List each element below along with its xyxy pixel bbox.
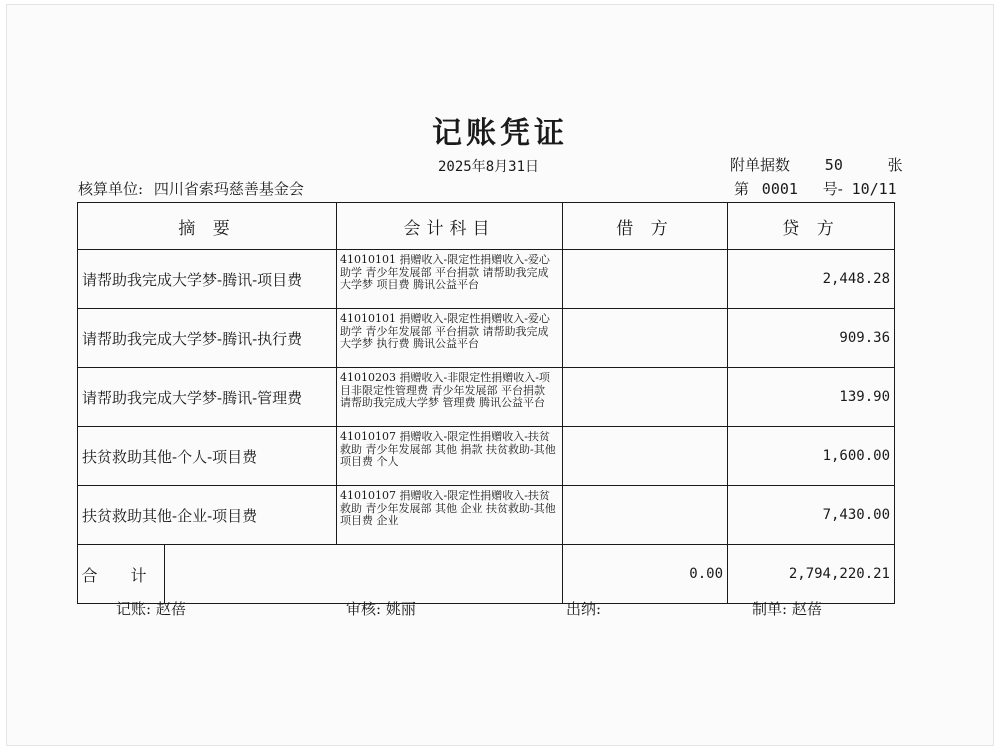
row-account (337, 368, 563, 427)
header-account: 会计科目 (337, 203, 563, 250)
row-debit (563, 250, 728, 309)
total-label: 合 计 (78, 545, 165, 603)
row-summary: 请帮助我完成大学梦-腾讯-项目费 (78, 250, 337, 309)
total-label-cell (78, 545, 563, 604)
voucher-date: 2025年8月31日 (438, 159, 540, 175)
row-account-text: 41010101 捐赠收入-限定性捐赠收入-爱心助学 青少年发展部 平台捐款 请帮助我完成大学梦 项目费 腾讯公益平台 (340, 254, 550, 291)
row-debit (563, 427, 728, 486)
row-credit: 909.36 (728, 309, 895, 368)
row-account (337, 250, 563, 309)
voucher-number (734, 178, 897, 199)
table-row (78, 250, 895, 309)
total-credit: 2,794,220.21 (728, 545, 895, 604)
row-account (337, 309, 563, 368)
row-account-text: 41010101 捐赠收入-限定性捐赠收入-爱心助学 青少年发展部 平台捐款 请帮助我完成大学梦 执行费 腾讯公益平台 (340, 313, 550, 350)
header-credit: 贷 方 (728, 203, 895, 250)
attachments-count: 50 (824, 156, 843, 174)
signature-cashier: 出纳: (566, 600, 602, 618)
row-debit (563, 309, 728, 368)
row-summary: 请帮助我完成大学梦-腾讯-管理费 (78, 368, 337, 427)
attachments-info (730, 154, 903, 175)
row-credit: 2,448.28 (728, 250, 895, 309)
row-account-text: 41010203 捐赠收入-非限定性捐赠收入-项目非限定性管理费 青少年发展部 平台捐款 请帮助我完成大学梦 管理费 腾讯公益平台 (340, 372, 550, 409)
row-summary: 扶贫救助其他-企业-项目费 (78, 486, 337, 545)
header-summary: 摘 要 (78, 203, 337, 250)
table-row (78, 309, 895, 368)
row-account-text: 41010107 捐赠收入-限定性捐赠收入-扶贫救助 青少年发展部 其他 企业 扶贫救助-其他 项目费 企业 (340, 490, 556, 527)
row-account (337, 427, 563, 486)
organization-name: 四川省索玛慈善基金会 (153, 180, 304, 198)
signature-preparer: 制单: 赵蓓 (752, 600, 822, 618)
row-debit (563, 486, 728, 545)
row-credit: 7,430.00 (728, 486, 895, 545)
table-total-row (78, 545, 895, 604)
row-summary: 请帮助我完成大学梦-腾讯-执行费 (78, 309, 337, 368)
row-summary: 扶贫救助其他-个人-项目费 (78, 427, 337, 486)
organization-line (78, 178, 304, 199)
attachments-unit: 张 (887, 156, 903, 174)
row-credit: 139.90 (728, 368, 895, 427)
voucher-number-prefix: 第 (734, 180, 750, 198)
row-account (337, 486, 563, 545)
table-row (78, 486, 895, 545)
voucher-number-value: 0001 (761, 180, 798, 198)
table-row (78, 427, 895, 486)
voucher-title: 记账凭证 (432, 116, 568, 151)
total-blank (165, 545, 562, 603)
row-account-text: 41010107 捐赠收入-限定性捐赠收入-扶贫救助 青少年发展部 其他 捐款 扶贫救助-其他 项目费 个人 (340, 431, 556, 468)
voucher-number-label: 号- (822, 180, 843, 198)
organization-label: 核算单位: (78, 180, 144, 198)
total-debit: 0.00 (563, 545, 728, 604)
voucher-table (77, 202, 895, 604)
row-debit (563, 368, 728, 427)
row-credit: 1,600.00 (728, 427, 895, 486)
table-row (78, 368, 895, 427)
signature-bookkeeper: 记账: 赵蓓 (116, 600, 186, 618)
header-debit: 借 方 (563, 203, 728, 250)
attachments-label: 附单据数 (730, 156, 791, 174)
table-header-row (78, 203, 895, 250)
voucher-page: 10/11 (851, 180, 897, 198)
signature-auditor: 审核: 姚丽 (346, 600, 416, 618)
